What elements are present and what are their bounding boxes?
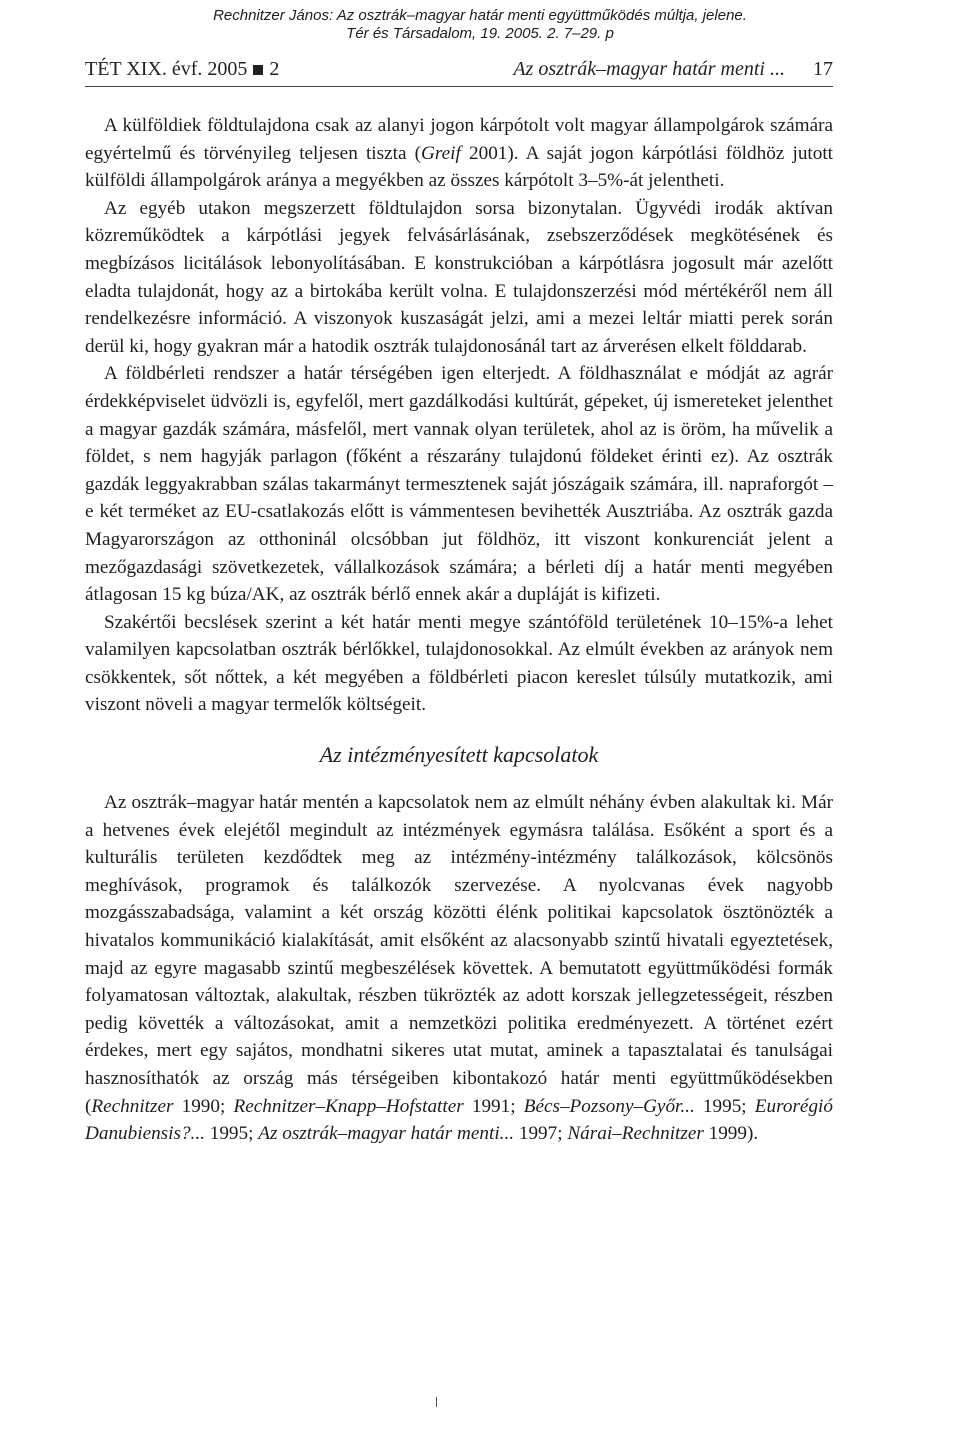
italic-reference: Nárai–Rechnitzer bbox=[567, 1123, 704, 1145]
italic-reference: Eurorégió Danubiensis?... bbox=[85, 1095, 833, 1145]
paragraph-text: 1999). bbox=[703, 1123, 759, 1145]
journal-volume: TÉT XIX. évf. 2005 bbox=[85, 58, 248, 80]
paragraph bbox=[85, 112, 833, 195]
issue-number: 2 bbox=[269, 58, 280, 80]
section-paragraphs bbox=[85, 789, 833, 1148]
article-body bbox=[85, 112, 833, 1148]
scan-mark bbox=[436, 1397, 437, 1407]
paragraph-text: 2001). A saját jogon kárpótlási földhöz jutott külföldi állampolgárok aránya a megyékben az összes kárpótolt 3–5%-át jelentheti. bbox=[85, 142, 833, 192]
citation-header bbox=[0, 7, 960, 43]
black-square-icon bbox=[253, 65, 263, 75]
body-paragraphs bbox=[85, 112, 833, 719]
running-head-left bbox=[85, 58, 279, 81]
paragraph-text: 1995; bbox=[694, 1095, 755, 1117]
page-number: 17 bbox=[813, 58, 833, 80]
paragraph-text: A külföldiek földtulajdona csak az alanyi jogon kárpótolt volt magyar állampolgárok számára egyértelmű és törvényileg teljesen tiszta ( bbox=[85, 115, 833, 164]
running-title: Az osztrák–magyar határ menti ... bbox=[513, 58, 785, 80]
paragraph-text: Az osztrák–magyar határ mentén a kapcsolatok nem az elmúlt néhány évben alakultak ki. Már a hetvenes évek elejétől megindult az intézmények egymásra találása. Esőként a sport és a kulturális területen kezdődtek meg az intézmény-intézmény találkozások, kölcsönös meghívások, programok és találkozók szervezése. A nyolcvanas évek nagyobb mozgásszabadsága, valamint a két ország közötti élénk politikai kapcsolatok ösztönözték a hivatalos kommunikáció kialakítását, amit elsőként az alacsonyabb szintű hivatali egyeztetések, majd az egyre magasabb szintű megbeszélések követtek. A bemutatott együttműködési formák folyamatosan változtak, alakultak, részben tükrözték az adott korszak jellegzetességeit, részben pedig követték a változásokat, amit a nemzetközi politika eredményezett. A történet ezért érdekes, mert egy sajátos, mondhatni sikeres utat mutat, aminek a tapasztalatai és tanulságai hasznosíthatók az ország más térségeiben kibontakozó határ menti együttműködésekben ( bbox=[85, 792, 833, 1117]
paragraph-text: Szakértői becslések szerint a két határ menti megye szántóföld területének 10–15%-a lehet valamilyen kapcsolatban osztrák bérlőkkel, tulajdonosokkal. Az elmúlt években az arányok nem csökkentek, sőt nőttek, a két megyében a földbérleti piacon kereslet túlsúly mutatkozik, ami viszont növeli a magyar termelők költségeit. bbox=[85, 611, 833, 716]
italic-reference: Greif bbox=[421, 142, 461, 164]
citation-line-1: Rechnitzer János: Az osztrák–magyar határ menti együttműködés múltja, jelene. bbox=[213, 7, 747, 24]
running-head-right bbox=[513, 58, 833, 81]
paragraph-text: 1991; bbox=[463, 1095, 524, 1117]
paragraph bbox=[85, 609, 833, 719]
paragraph bbox=[85, 195, 833, 361]
paragraph-text: Az egyéb utakon megszerzett földtulajdon sorsa bizonytalan. Ügyvédi irodák aktívan közreműködtek a kárpótlási jegyek felvásárlásának, zsebszerződések megkötésének és megbízásos licitálások lebonyolításában. E konstrukcióban a kárpótlásra jogosult már azelőtt eladta tulajdonát, hogy az a birtokába került volna. E tulajdonszerzési mód mértékéről nem áll rendelkezésre információ. A viszonyok kuszaságát jelzi, ami a mezei leltár miatti perek során derül ki, hogy gyakran már a hatodik osztrák tulajdonosánál tart az árverésen elkelt földdarab. bbox=[85, 197, 833, 357]
running-head bbox=[85, 58, 833, 87]
paragraph-text: 1995; bbox=[204, 1123, 259, 1145]
section-heading: Az intézményesített kapcsolatok bbox=[319, 742, 599, 768]
paragraph-text: A földbérleti rendszer a határ térségében igen elterjedt. A földhasználat e módját az agrár érdekképviselet üdvözli is, egyfelől, mert gazdálkodási kultúrát, gépeket, új ismereteket jelenthet a magyar gazdák számára, másfelől, mert vannak olyan területek, ahol az is öröm, ha művelik a földet, s nem hagyják parlagon (főként a részarány tulajdonú földeket érinti ez). Az osztrák gazdák leggyakrabban szálas takarmányt termesztenek saját jószágaik számára, ill. napraforgót – e két terméket az EU-csatlakozás előtt is vámmentesen bevihették Ausztriába. Az osztrák gazda Magyarországon az otthoninál olcsóbban jut földhöz, itt viszont konkurenciát jelent a mezőgazdasági szövetkezetek, vállalkozások számára; a bérleti díj a határ menti megyében átlagosan 15 kg búza/AK, az osztrák bérlő ennek akár a dupláját is kifizeti. bbox=[85, 363, 833, 606]
paragraph-text: 1990; bbox=[173, 1095, 234, 1117]
paragraph bbox=[85, 789, 833, 1148]
italic-reference: Az osztrák–magyar határ menti... bbox=[258, 1123, 515, 1145]
paragraph bbox=[85, 360, 833, 608]
italic-reference: Rechnitzer–Knapp–Hofstatter bbox=[233, 1095, 464, 1117]
italic-reference: Bécs–Pozsony–Győr... bbox=[523, 1095, 695, 1117]
paragraph-text: 1997; bbox=[514, 1123, 568, 1145]
italic-reference: Rechnitzer bbox=[91, 1095, 174, 1117]
citation-line-2: Tér és Társadalom, 19. 2005. 2. 7–29. p bbox=[346, 25, 614, 42]
